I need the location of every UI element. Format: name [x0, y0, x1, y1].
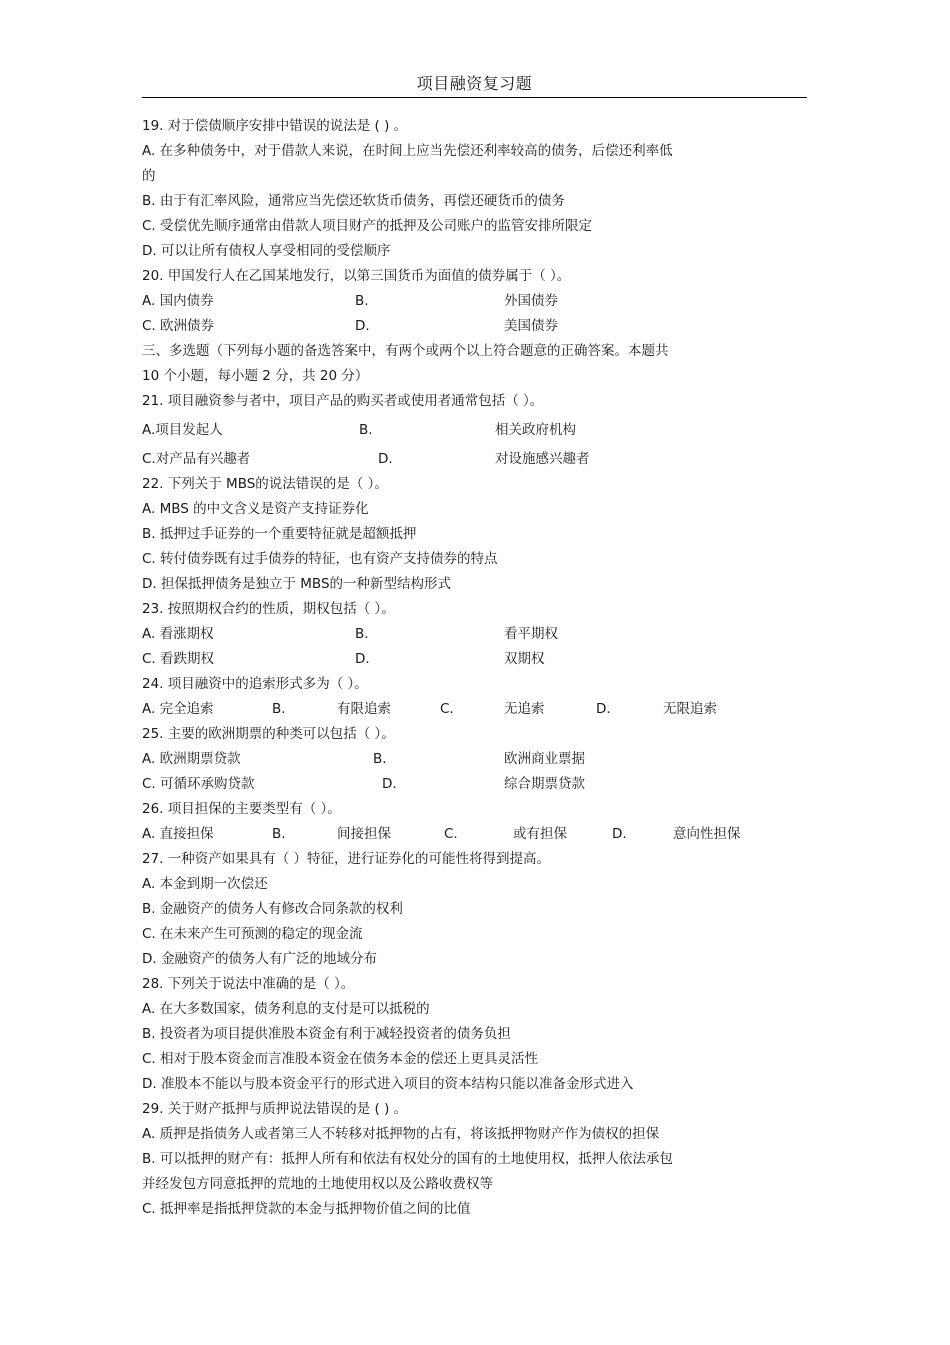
q26-option-c-label: C.: [444, 826, 458, 842]
q26-option-c-text: 或有担保: [513, 826, 567, 842]
q23-option-c: C. 看跌期权: [142, 651, 215, 667]
q25-option-d-label: D.: [382, 776, 397, 792]
question-29: 29. 关于财产抵押与质押说法错误的是 ( ) 。: [142, 1101, 408, 1117]
page-title: 项目融资复习题: [416, 74, 533, 93]
q28-option-d: D. 准股本不能以与股本资金平行的形式进入项目的资本结构只能以准备金形式进入: [142, 1076, 634, 1092]
q24-option-a: A. 完全追索: [142, 701, 214, 717]
q21-option-b-label: B.: [359, 422, 373, 438]
q28-option-b: B. 投资者为项目提供准股本资金有利于减轻投资者的债务负担: [142, 1026, 511, 1042]
q27-option-b: B. 金融资产的债务人有修改合同条款的权利: [142, 901, 403, 917]
q23-option-a: A. 看涨期权: [142, 626, 214, 642]
q19-option-a: A. 在多种债务中，对于借款人来说，在时间上应当先偿还利率较高的债务，后偿还利率低: [142, 143, 673, 159]
q21-options-row-2: [142, 448, 792, 470]
question-25: 25. 主要的欧洲期票的种类可以包括（ ）。: [142, 726, 395, 742]
q24-options-row: [142, 698, 792, 720]
q28-option-c: C. 相对于股本资金而言准股本资金在债务本金的偿还上更具灵活性: [142, 1051, 539, 1067]
q22-option-b: B. 抵押过手证券的一个重要特征就是超额抵押: [142, 526, 417, 542]
q24-option-d-label: D.: [596, 701, 611, 717]
page-header: [142, 66, 807, 98]
q23-option-b-text: 看平期权: [504, 626, 558, 642]
q25-option-c: C. 可循环承购贷款: [142, 776, 255, 792]
q19-option-d: D. 可以让所有债权人享受相同的受偿顺序: [142, 243, 391, 259]
q24-option-c-text: 无追索: [504, 701, 545, 717]
question-24: 24. 项目融资中的追索形式多为（ ）。: [142, 676, 368, 692]
q24-option-c-label: C.: [440, 701, 454, 717]
question-21: 21. 项目融资参与者中，项目产品的购买者或使用者通常包括（ ）。: [142, 393, 544, 409]
q20-options-row-1: [142, 290, 792, 312]
q27-option-d: D. 金融资产的债务人有广泛的地域分布: [142, 951, 377, 967]
q26-options-row: [142, 823, 792, 845]
q29-option-b: B. 可以抵押的财产有：抵押人所有和依法有权处分的国有的土地使用权，抵押人依法承包: [142, 1151, 673, 1167]
question-26: 26. 项目担保的主要类型有（ ）。: [142, 801, 341, 817]
section-3-heading: 三、多选题（下列每小题的备选答案中，有两个或两个以上符合题意的正确答案。本题共: [142, 343, 669, 359]
q23-option-d-label: D.: [355, 651, 370, 667]
q26-option-d-label: D.: [612, 826, 627, 842]
q23-options-row-2: [142, 648, 792, 670]
q29-option-c: C. 抵押率是指抵押贷款的本金与抵押物价值之间的比值: [142, 1201, 471, 1217]
q26-option-d-text: 意向性担保: [673, 826, 741, 842]
question-23: 23. 按照期权合约的性质，期权包括（ ）。: [142, 601, 395, 617]
q24-option-b-label: B.: [272, 701, 286, 717]
q26-option-a: A. 直接担保: [142, 826, 214, 842]
question-28: 28. 下列关于说法中准确的是（ ）。: [142, 976, 355, 992]
q21-option-a: A.项目发起人: [142, 422, 223, 438]
q20-option-a: A. 国内债券: [142, 293, 214, 309]
q19-option-c: C. 受偿优先顺序通常由借款人项目财产的抵押及公司账户的监管安排所限定: [142, 218, 593, 234]
question-20: 20. 甲国发行人在乙国某地发行，以第三国货币为面值的债券属于（ ）。: [142, 268, 571, 284]
q24-option-b-text: 有限追索: [337, 701, 391, 717]
q28-option-a: A. 在大多数国家，债务利息的支付是可以抵税的: [142, 1001, 430, 1017]
q20-option-c: C. 欧洲债券: [142, 318, 215, 334]
q25-option-d-text: 综合期票贷款: [504, 776, 585, 792]
q21-option-c: C.对产品有兴趣者: [142, 451, 251, 467]
q24-option-d-text: 无限追索: [663, 701, 717, 717]
q20-options-row-2: [142, 315, 792, 337]
q26-option-b-text: 间接担保: [337, 826, 391, 842]
q21-option-d-label: D.: [378, 451, 393, 467]
q25-option-a: A. 欧洲期票贷款: [142, 751, 241, 767]
q25-options-row-2: [142, 773, 792, 795]
q22-option-a: A. MBS 的中文含义是资产支持证券化: [142, 501, 369, 517]
section-3-heading-cont: 10 个小题，每小题 2 分，共 20 分）: [142, 368, 369, 384]
q26-option-b-label: B.: [272, 826, 286, 842]
q20-option-d-label: D.: [355, 318, 370, 334]
q20-option-b-label: B.: [355, 293, 369, 309]
q19-option-a-cont: 的: [142, 168, 156, 184]
question-19: 19. 对于偿债顺序安排中错误的说法是 ( ) 。: [142, 118, 408, 134]
q23-options-row-1: [142, 623, 792, 645]
q27-option-a: A. 本金到期一次偿还: [142, 876, 268, 892]
q22-option-d: D. 担保抵押债务是独立于 MBS的一种新型结构形式: [142, 576, 452, 592]
question-27: 27. 一种资产如果具有（ ）特征，进行证券化的可能性将得到提高。: [142, 851, 551, 867]
question-22: 22. 下列关于 MBS的说法错误的是（ ）。: [142, 476, 388, 492]
q20-option-b-text: 外国债券: [504, 293, 558, 309]
q25-options-row-1: [142, 748, 792, 770]
q23-option-d-text: 双期权: [504, 651, 545, 667]
q25-option-b-text: 欧洲商业票据: [504, 751, 585, 767]
q21-option-d-text: 对设施感兴趣者: [495, 451, 590, 467]
q20-option-d-text: 美国债券: [504, 318, 558, 334]
q25-option-b-label: B.: [373, 751, 387, 767]
q27-option-c: C. 在未来产生可预测的稳定的现金流: [142, 926, 363, 942]
q21-options-row-1: [142, 419, 792, 441]
q22-option-c: C. 转付债券既有过手债券的特征，也有资产支持债券的特点: [142, 551, 498, 567]
q29-option-a: A. 质押是指债务人或者第三人不转移对抵押物的占有，将该抵押物财产作为债权的担保: [142, 1126, 660, 1142]
q29-option-b-cont: 并经发包方同意抵押的荒地的土地使用权以及公路收费权等: [142, 1176, 493, 1192]
q19-option-b: B. 由于有汇率风险，通常应当先偿还软货币债务，再偿还硬货币的债务: [142, 193, 565, 209]
q21-option-b-text: 相关政府机构: [495, 422, 576, 438]
q23-option-b-label: B.: [355, 626, 369, 642]
